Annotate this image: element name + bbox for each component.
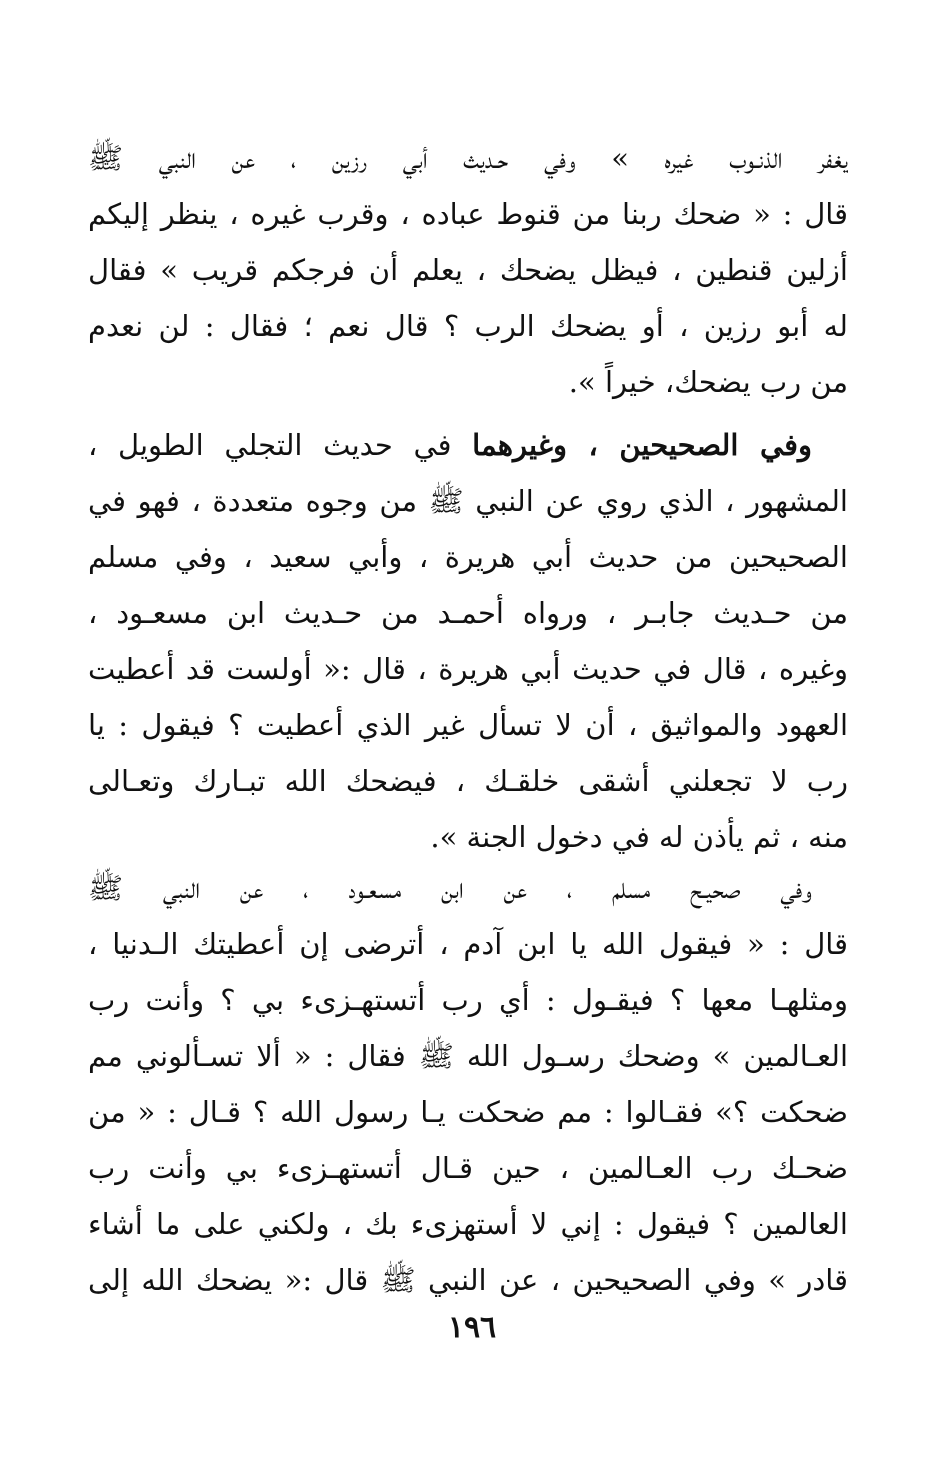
text-line: قال : « فيقول الله يا ابن آدم ، أترضى إن أعطيتك الـدنيا ،: [88, 927, 848, 961]
text-line: العالمين ؟ فيقول : إني لا أستهزىء بك ، ولكني على ما أشاء: [88, 1207, 848, 1241]
bold-lead-text: وفي الصحيحين ، وغيرهما: [472, 428, 813, 462]
text-line: العـالمين » وضحك رسـول الله ﷺ فقال : « ألا تسـألوني مم: [88, 1039, 848, 1073]
text-line: ضحـك رب العـالمين ، حين قـال أتستهـزىء بي وأنت رب: [88, 1151, 848, 1185]
paragraph-3: [88, 860, 848, 1308]
text-line: قادر » وفي الصحيحين ، عن النبي ﷺ قال :« يضحك الله إلى: [88, 1263, 848, 1297]
text-line-with-lead: [88, 417, 848, 473]
text-line-rest: في حديث التجلي الطويل ،: [88, 428, 473, 462]
text-line: من رب يضحك، خيراً ».: [568, 365, 848, 399]
text-line: ضحكت ؟» فقـالوا : مم ضحكت يـا رسول الله ؟ قـال : « من: [88, 1095, 848, 1129]
text-line: المشهور ، الذي روي عن النبي ﷺ من وجوه متعددة ، فهو في: [88, 484, 848, 518]
text-line: يغفر الذنـوب غيره » وفي حـديث أبي رزين ، عن النبي ﷺ: [88, 141, 848, 175]
text-line: وغيره ، قال في حديث أبي هريرة ، قال :« أولست قد أعطيت: [88, 652, 848, 686]
paragraph-2: [88, 417, 848, 865]
text-line: منه ، ثم يأذن له في دخول الجنة ».: [430, 820, 848, 854]
text-line: من حـديث جابـر ، ورواه أحمـد من حـديث ابن مسعـود ،: [88, 596, 848, 630]
text-line: أزلين قنطين ، فيظل يضحك ، يعلم أن فرجكم قريب » فقال: [88, 253, 848, 287]
text-line: العهود والمواثيق ، أن لا تسأل غير الذي أعطيت ؟ فيقول : يا: [88, 708, 848, 742]
page-number: ١٩٦: [447, 1310, 497, 1345]
text-line: رب لا تجعلني أشقى خلقـك ، فيضحك الله تبـارك وتعـالى: [88, 764, 848, 798]
text-line: ومثلهـا معها ؟ فيقـول : أي رب أتستهـزىء بي ؟ وأنت رب: [88, 983, 848, 1017]
text-line: له أبو رزين ، أو يضحك الرب ؟ قال نعم ؛ فقال : لن نعدم: [88, 309, 848, 343]
paragraph-1: [88, 130, 848, 410]
text-line: وفي صحيـح مسلم ، عن ابن مسعـود ، عن النبي ﷺ: [88, 871, 812, 905]
text-line: قال : « ضحك ربنا من قنوط عباده ، وقرب غيره ، ينظر إليكم: [88, 197, 848, 231]
text-line: الصحيحين من حديث أبي هريرة ، وأبي سعيد ، وفي مسلم: [88, 540, 848, 574]
